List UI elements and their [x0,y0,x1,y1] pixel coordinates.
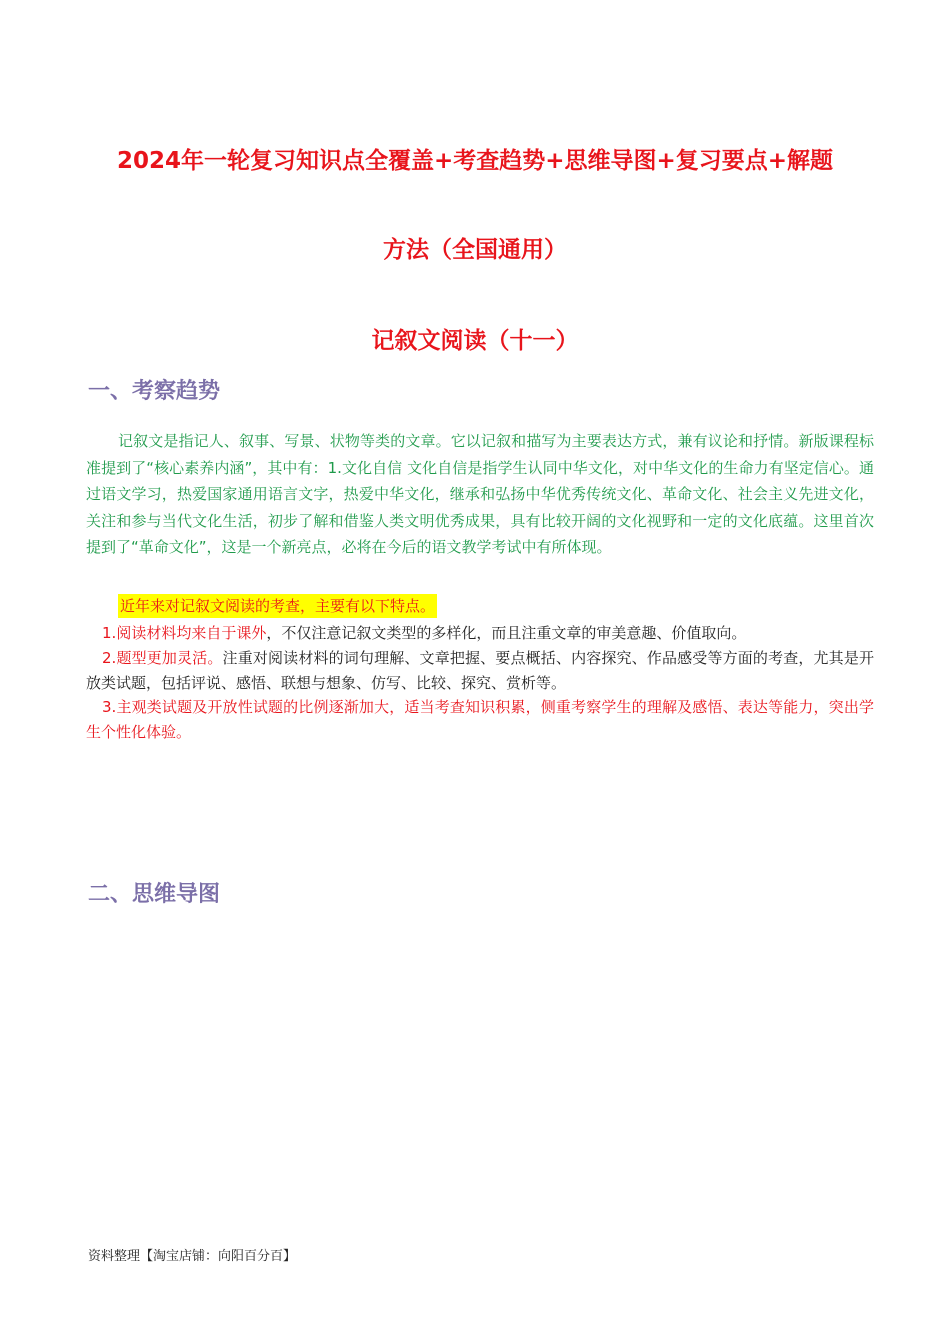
document-subtitle: 记叙文阅读（十一） [371,328,579,354]
point-text: 注重对阅读材料的词句理解、文章把握、要点概括、内容探究、作品感受等方面的考查，尤其是开放类试题，包括评说、感悟、联想与想象、仿写、比较、探究、赏析等。 [86,649,874,692]
point-number: 3. [102,698,117,716]
point-emphasis: 阅读材料均来自于课外 [116,624,267,642]
feature-point-3 [86,695,874,744]
point-number: 2. [102,649,117,667]
point-number: 1. [102,624,117,642]
document-title-line-2: 方法（全国通用） [383,237,567,263]
point-text: ，不仅注意记叙文类型的多样化，而且注重文章的审美意趣、价值取向。 [266,624,747,642]
section-heading-mindmap: 二、思维导图 [88,882,221,907]
intro-paragraph: 记叙文是指记人、叙事、写景、状物等类的文章。它以记叙和描写为主要表达方式，兼有议论和抒情。新版课程标准提到了“核心素养内涵”，其中有：1.文化自信 文化自信是指学生认同中华文化，对中华文化的生命力有坚定信心。通过语文学习，热爱国家通用语言文字，热爱中华文化，继承和弘扬中华优秀传统文化、革命文化、社会主义先进文化，关注和参与当代文化生活，初步了解和借鉴人类文明优秀成果，具有比较开阔的文化视野和一定的文化底蕴。这里首次提到了“革命文化”，这是一个新亮点，必将在今后的语文教学考试中有所体现。 [86,432,874,556]
feature-point-2 [86,646,874,695]
section-heading-trend: 一、考察趋势 [88,379,221,404]
point-emphasis: 主观类试题及开放性试题的比例逐渐加大，适当考查知识积累，侧重考察学生的理解及感悟、表达等能力，突出学生个性化体验。 [86,698,874,741]
feature-point-1 [86,621,874,646]
page-footer: 资料整理【淘宝店铺：向阳百分百】 [88,1249,297,1264]
document-title-line-1: 2024年一轮复习知识点全覆盖+考查趋势+思维导图+复习要点+解题 [116,148,834,174]
point-emphasis: 题型更加灵活。 [116,649,223,667]
highlighted-lead-sentence: 近年来对记叙文阅读的考查，主要有以下特点。 [118,594,437,618]
